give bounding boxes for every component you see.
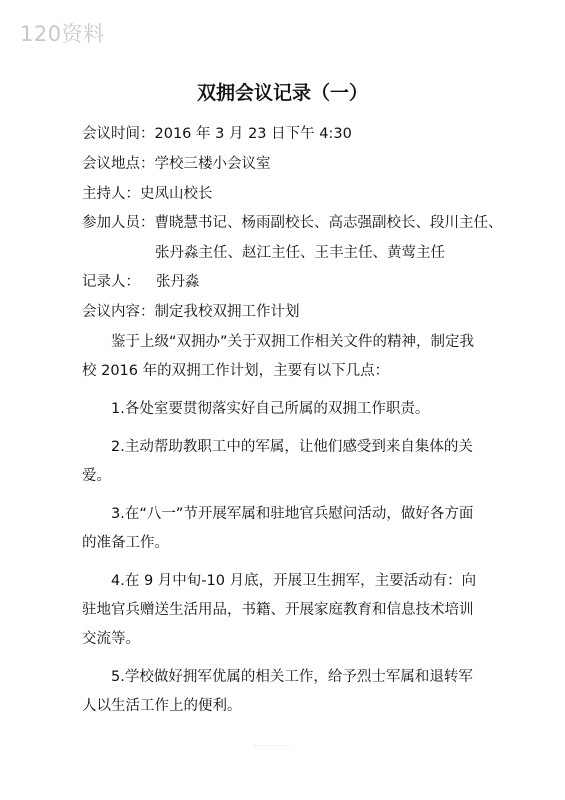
- watermark: 120资料: [20, 22, 105, 46]
- meeting-time-label: 会议时间：: [82, 126, 155, 142]
- list-item: 5.学校做好拥军优属的相关工作，给予烈士军属和退转军人以生活工作上的便利。: [82, 669, 473, 714]
- meeting-place-value: 学校三楼小会议室: [154, 156, 271, 172]
- meeting-place-label: 会议地点：: [82, 156, 155, 172]
- meeting-place: [82, 154, 271, 174]
- meeting-attendees-line2: 张丹淼主任、赵江主任、王丰主任、黄莺主任: [155, 245, 445, 261]
- page-divider: [254, 745, 290, 750]
- meeting-recorder: [82, 272, 200, 292]
- page-title: 双拥会议记录（一）: [196, 82, 368, 104]
- meeting-recorder-value: 张丹淼: [156, 274, 200, 290]
- meeting-host: [82, 184, 213, 204]
- meeting-host-value: 史凤山校长: [140, 186, 213, 202]
- meeting-time: [82, 124, 352, 144]
- meeting-attendees: [82, 213, 503, 263]
- meeting-attendees-line1: 曹晓慧书记、杨雨副校长、高志强副校长、段川主任、: [154, 215, 503, 231]
- body-intro: 鉴于上级“双拥办”关于双拥工作相关文件的精神，制定我校 2016 年的双拥工作计划，主要有以下几点：: [82, 334, 475, 379]
- meeting-content: [82, 302, 300, 322]
- list-item: 1.各处室要贯彻落实好自己所属的双拥工作职责。: [111, 401, 430, 417]
- meeting-content-value: 制定我校双拥工作计划: [154, 304, 300, 320]
- meeting-content-label: 会议内容：: [82, 304, 155, 320]
- meeting-host-label: 主持人：: [82, 186, 140, 202]
- meeting-time-value: 2016 年 3 月 23 日下午 4:30: [154, 126, 352, 142]
- meeting-attendees-label: 参加人员：: [82, 215, 155, 231]
- list-item: 2.主动帮助教职工中的军属，让他们感受到来自集体的关爱。: [82, 439, 473, 484]
- list-item: 4.在 9 月中旬-10 月底，开展卫生拥军，主要活动有：向驻地官兵赠送生活用品，书籍、开展家庭教育和信息技术培训交流等。: [82, 573, 477, 647]
- meeting-recorder-label: 记录人：: [82, 274, 140, 290]
- list-item: 3.在“八一”节开展军属和驻地官兵慰问活动，做好各方面的准备工作。: [82, 506, 474, 551]
- meeting-body: [82, 328, 487, 721]
